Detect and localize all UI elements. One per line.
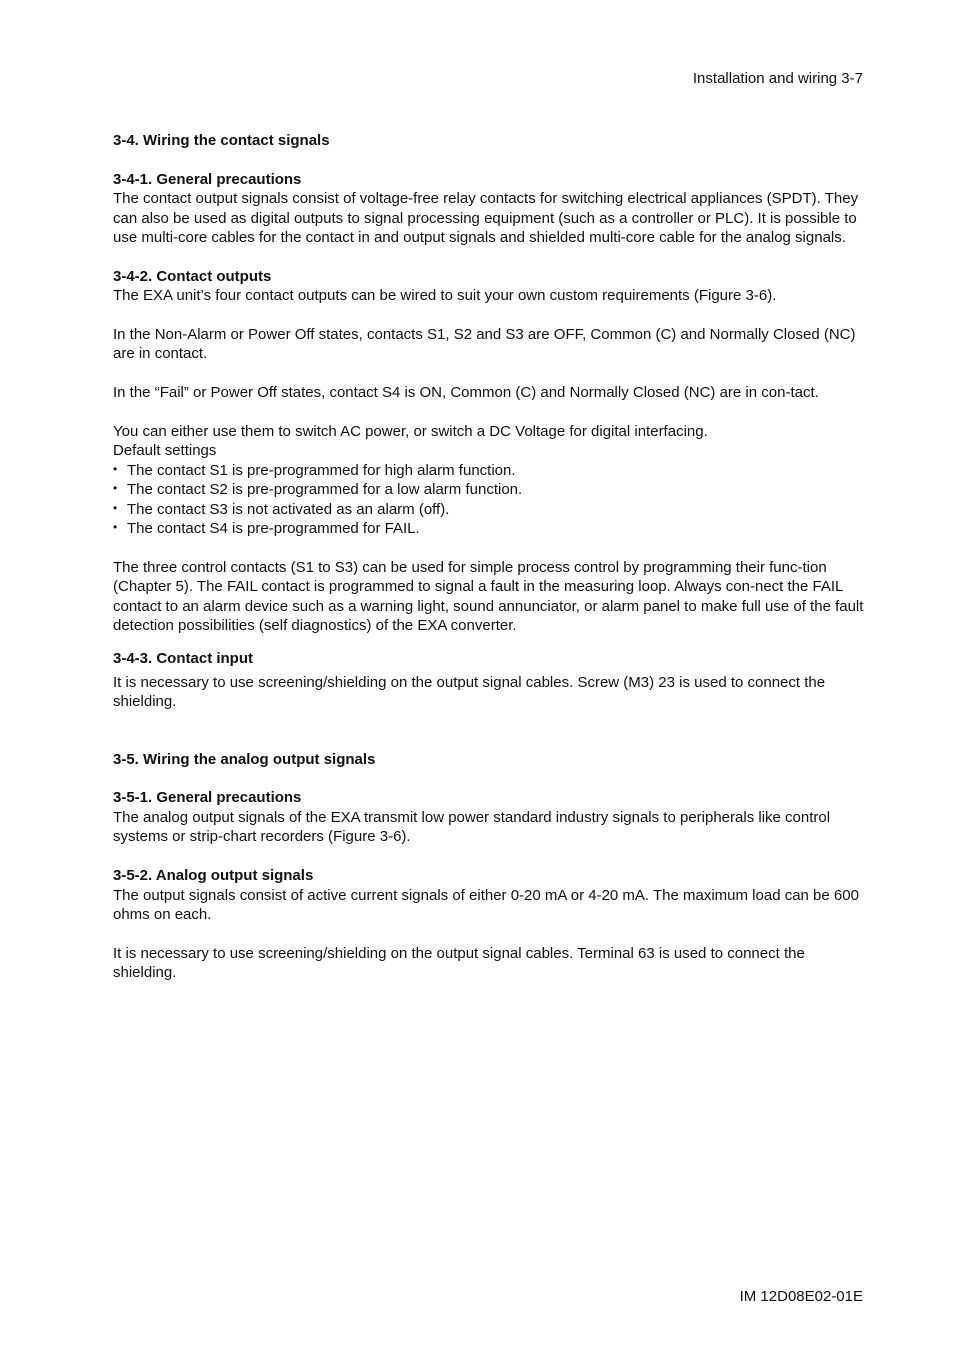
contact-outputs-paragraph-1: The EXA unit’s four contact outputs can be wired to suit your own custom requirements (Figure 3-6). (113, 287, 777, 305)
list-item: • The contact S4 is pre-programmed for FAIL. (113, 520, 420, 538)
contact-outputs-paragraph-2: In the Non-Alarm or Power Off states, contacts S1, S2 and S3 are OFF, Common (C) and Normally Closed (NC) are in contact. (113, 326, 856, 363)
bullet-icon: • (113, 520, 118, 535)
page-header: Installation and wiring 3-7 (692, 70, 863, 87)
bullet-icon: • (113, 461, 118, 476)
bullet-icon: • (113, 500, 118, 515)
subsection-3-4-2-title: 3-4-2. Contact outputs (113, 267, 272, 285)
section-3-5-title: 3-5. Wiring the analog output signals (113, 750, 376, 768)
contact-outputs-paragraph-3: In the “Fail” or Power Off states, contact S4 is ON, Common (C) and Normally Closed (NC) are in con-tact. (113, 384, 819, 402)
subsection-3-5-2-title: 3-5-2. Analog output signals (113, 867, 314, 885)
subsection-3-4-3-title: 3-4-3. Contact input (113, 650, 254, 668)
page-footer: IM 12D08E02-01E (739, 1288, 863, 1305)
list-item: • The contact S3 is not activated as an alarm (off). (113, 500, 450, 518)
analog-output-paragraph-2: It is necessary to use screening/shielding on the output signal cables. Terminal 63 is used to connect the shielding. (113, 944, 805, 982)
contact-outputs-paragraph-4: You can either use them to switch AC power, or switch a DC Voltage for digital interfacing. (113, 423, 708, 441)
list-item: • The contact S1 is pre-programmed for high alarm function. (113, 461, 516, 479)
default-settings-list (113, 461, 865, 539)
subsection-3-4-1-title: 3-4-1. General precautions (113, 170, 302, 188)
list-item: • The contact S2 is pre-programmed for a low alarm function. (113, 481, 523, 499)
subsection-3-5-1-title: 3-5-1. General precautions (113, 789, 302, 807)
contact-outputs-paragraph-5: The three control contacts (S1 to S3) can be used for simple process control by programming their func-tion (Chapter 5). The FAIL contact is programmed to signal a fault in the measuring loop. Always con-nect the FAIL contact to an alarm device such as a warning light, sound annunciator, or alarm panel to make full use of the fault detection possibilities (self diagnostics) of the EXA converter. (113, 558, 864, 635)
subsection-3-5-1-text: The analog output signals of the EXA transmit low power standard industry signals to peripherals like control systems or strip-chart recorders (Figure 3-6). (113, 808, 831, 846)
analog-output-paragraph-1: The output signals consist of active current signals of either 0-20 mA or 4-20 mA. The maximum load can be 600 ohms on each. (113, 886, 859, 923)
page-content (113, 131, 865, 983)
bullet-icon: • (113, 481, 118, 496)
default-settings-label: Default settings (113, 442, 217, 460)
section-3-4-title: 3-4. Wiring the contact signals (113, 132, 330, 149)
subsection-3-4-3-text: It is necessary to use screening/shielding on the output signal cables. Screw (M3) 23 is used to connect the shielding. (113, 673, 826, 711)
subsection-3-4-1-text: The contact output signals consist of voltage-free relay contacts for switching electrical appliances (SPDT). They can also be used as digital outputs to signal processing equipment (such as a controller or PLC). It is possible to use multi-core cables for the contact in and output signals and shielded multi-core cable for the analog signals. (113, 190, 859, 247)
